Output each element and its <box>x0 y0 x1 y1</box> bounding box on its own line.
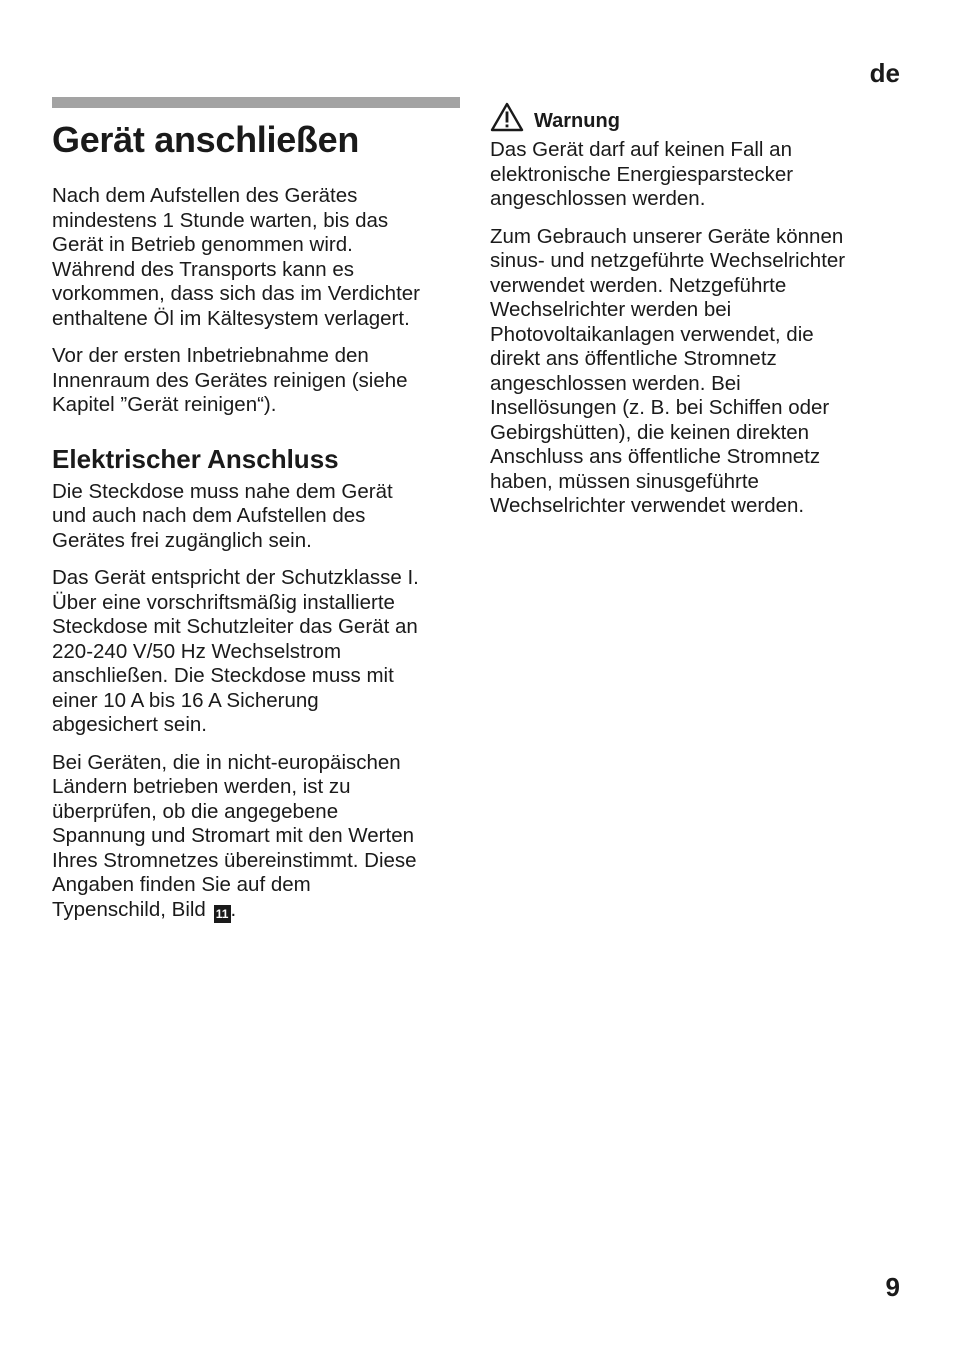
intro-paragraph-1: Nach dem Aufstellen des Gerätes mindestens 1 Stunde warten, bis das Gerät in Betrieb genommen wird. Während des Transports kann es vorkommen, dass sich das im Verdichter enthaltene Öl im Kältesystem verlagert. <box>52 184 420 330</box>
language-tag: de <box>869 58 900 88</box>
left-column <box>52 97 464 936</box>
warning-triangle-icon <box>490 102 524 132</box>
intro-paragraph-2: Vor der ersten Inbetriebnahme den Innenraum des Gerätes reinigen (siehe Kapitel ”Gerät reinigen“). <box>52 344 408 416</box>
warning-paragraph-1: Das Gerät darf auf keinen Fall an elektronische Energiesparstecker angeschlossen werden. <box>490 138 794 210</box>
section-subtitle: Elektrischer Anschluss <box>52 443 339 474</box>
figure-reference-badge: 11 <box>214 905 231 923</box>
right-column <box>490 100 900 532</box>
warning-paragraph-2: Zum Gebrauch unserer Geräte können sinus- und netzgeführte Wechselrichter verwendet werden. Netzgeführte Wechselrichter werden bei Photovoltaikanlagen verwendet, die direkt ans öffentliche Stromnetz angeschlossen werden. Bei Insellösungen (z. B. bei Schiffen oder Gebirgshütten), die keinen direkten Anschluss ans öffentliche Stromnetz haben, müssen sinusgeführte Wechselrichter verwendet werden. <box>490 224 846 517</box>
page-number: 9 <box>885 1272 900 1302</box>
warning-header <box>490 100 900 132</box>
electrical-paragraph-3 <box>52 751 464 923</box>
electrical-paragraph-2: Das Gerät entspricht der Schutzklasse I. Über eine vorschriftsmäßig installierte Steckdose mit Schutzleiter das Gerät an 220-240 V/50 Hz Wechselstrom anschließen. Die Steckdose muss mit einer 10 A bis 16 A Sicherung abgesichert sein. <box>52 566 419 736</box>
page-title: Gerät anschließen <box>52 119 360 160</box>
warning-label: Warnung <box>534 110 620 132</box>
section-rule <box>52 97 460 108</box>
electrical-paragraph-3-text: Bei Geräten, die in nicht-europäischen Ländern betrieben werden, ist zu überprüfen, ob die angegebene Spannung und Stromart mit den Werten Ihres Stromnetzes übereinstimmt. Diese Angaben finden Sie auf dem Typenschild, Bild <box>52 750 417 921</box>
electrical-paragraph-3-end: . <box>230 897 237 921</box>
electrical-paragraph-1: Die Steckdose muss nahe dem Gerät und auch nach dem Aufstellen des Gerätes frei zugänglich sein. <box>52 479 393 552</box>
